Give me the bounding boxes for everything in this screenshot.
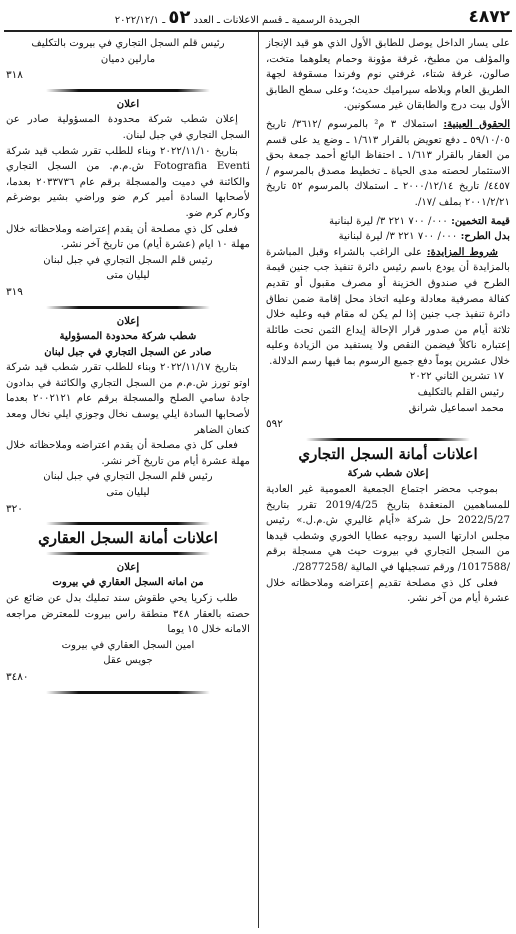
reference-number: ٣٢٠: [6, 502, 23, 515]
notice-date: ١٧ تشرين الثاني ٢٠٢٢: [409, 371, 504, 383]
bid-label: بدل الطرح:: [460, 230, 510, 243]
reference-number: ٣١٨: [6, 69, 23, 82]
signer-title: رئيس قلم السجل التجاري في جبل لبنان: [43, 254, 213, 266]
signer-name: ليليان متى: [106, 270, 150, 282]
notice-title: إعلان: [116, 314, 140, 327]
left-column: [6, 36, 250, 699]
bid-line: [266, 229, 510, 245]
section-title-commercial: اعلانات أمانة السجل التجاري: [298, 444, 478, 463]
valuation-label: قيمة التخمين:: [451, 214, 510, 227]
separator: [46, 522, 210, 525]
signer-title: امين السجل العقاري في بيروت: [61, 639, 195, 651]
publication-name: الجريدة الرسمية ـ قسم الاعلانات ـ العدد: [193, 14, 360, 26]
reference-number: ٥٩٢: [266, 418, 283, 431]
signer-name: مارلين دميان: [100, 53, 156, 65]
separator: [46, 306, 210, 309]
page-number: ٤٨٧٢: [468, 7, 510, 27]
signer-name: ليليان متى: [106, 487, 150, 499]
signer-title: رئيس القلم بالتكليف: [417, 387, 504, 399]
valuation-value: ٠٠٠/ ٧٠٠ ٢٢١ ٣/ ليرة لبنانية: [329, 215, 448, 227]
page-header: [6, 6, 510, 28]
reference-number: ٣١٩: [6, 285, 23, 298]
notice-body: فعلى كل ذي مصلحة أن يقدم إعتراضه وملاحظاته خلال مهلة ١٠ ايام (عشرة أيام) من تاريخ آخر نشر.: [6, 223, 250, 251]
notice-subtitle: شطب شركة محدودة المسؤولية: [59, 330, 197, 343]
column-divider: [258, 32, 259, 928]
separator: [306, 438, 470, 441]
reference-number: ٣٤٨٠: [6, 670, 29, 683]
issue-number: ٥٢: [168, 6, 191, 28]
separator: [46, 552, 210, 555]
signer-title: رئيس قلم السجل التجاري في جبل لبنان: [43, 471, 213, 483]
notice-body-2: فعلى كل ذي مصلحة تقديم إعتراضه وملاحظاته خلال عشرة أيام من آخر نشر.: [266, 577, 510, 605]
separator: [46, 89, 210, 92]
section-title-real-estate: اعلانات أمانة السجل العقاري: [38, 529, 218, 548]
signer-name: محمد اسماعيل شرانق: [408, 402, 504, 414]
publication-title: [6, 7, 468, 28]
rights-text: استملاك ٣ م² بالمرسوم /٣٦١٢/ تاريخ ٥٩/١٠/٠٥ ـ دفع تعويض بالقرار ١/٦١٣ ـ وضع يد على قسم من العقار بالقرار ١/٦١٣ ـ احتفاظ البائع أحمد جمعة بحق الاستثمار لحصته مدى الحياة ـ تخطيط مصدق بالمرسوم /٤٤٥٧/ تاريخ ٢٠٠٠/١٢/١٤ ـ استملاك بالمرسوم ٥٢ تاريخ ٢٠٠١/٢/٢١ بملف /١٧/.: [266, 118, 511, 208]
terms-paragraph: [266, 245, 510, 370]
notice-body: فعلى كل ذي مصلحة أن يقدم اعتراضه وملاحظاته خلال مهلة عشرة أيام من تاريخ آخر نشر.: [6, 440, 250, 467]
notice-body: بتاريخ ٢٠٢٢/١١/١٠ وبناء للطلب تقرر شطب قيد شركة Fotografia Eventi ش.م.م. من السجل التجاري والكائنة في دميت والمسجلة برقم عام ٢٠٣٣٧٣٦ بعدما، لأصحابها السادة أمير كرم ضو وراضي بشير بوضرغم وكارم كرم ضو.: [6, 145, 251, 219]
property-description: على يسار الداخل يوصل للطابق الأول الذي هو قيد الإنجاز والمؤلف من مطبخ، غرفة مؤونة وحمام يعلوهما متخت، صالون، غرفة شتاء، غرفتي نوم وفرندا مسقوفة لجهة الطريق العام وبلاطه سيراميك حديث؛ وعلى سطح الطابق الأول بيت درج والطابقان غير مسكونين.: [266, 38, 510, 112]
rights-paragraph: [266, 117, 510, 211]
notice-body: إعلان شطب شركة محدودة المسؤولية صادر عن السجل التجاري في جبل لبنان.: [6, 114, 250, 141]
right-column: [266, 36, 510, 607]
bid-value: ٠٠٠/ ٧٠٠ ٢٢١ ٣/ ليرة لبنانية: [338, 231, 458, 243]
rights-label: الحقوق العينية:: [443, 117, 511, 130]
signer-name: جويس عقل: [103, 655, 153, 667]
terms-text: على الراغب بالشراء وقبل المباشرة بالمزايدة أن يودع باسم رئيس دائرة تنفيذ جب جنين قيمة الطرح في صندوق الخزينة أو مصرف مقبول أو تقديم كفالة مصرفية معادلة وعليه اتخاذ محل إقامة ضمن نطاق دائرة تنفيذ جب جنين إذا لم يكن له مقام فيه وعليه خلال ثلاثة أيام من صدور قرار الإحالة إيداع الثمن تحت طائلة إعتباره ناكلاً فيضمن النقص ولا يستفيد من الزيادة وعليه خلال عشرين يوماً دفع جميع الرسوم بما فيها رسم الدلالة.: [266, 246, 510, 367]
issue-date: ـ ٢٠٢٢/١٢/١: [114, 14, 166, 26]
notice-subtitle: من امانه السجل العقاري في بيروت: [52, 576, 204, 589]
notice-title: إعلان شطب شركة: [347, 467, 429, 480]
separator: [46, 691, 210, 694]
notice-body: بتاريخ ٢٠٢٢/١١/١٧ وبناء للطلب تقرر شطب قيد شركة اوتو تورز ش.م.م من السجل التجاري والكائنة في بدادون جادة سامي الصلح والمسجلة برقم عام ٢٠٠٢١٢١ بعدما لأصحابها السادة ايلي يوسف نخال وجوزي ايلي نخال ومعد كنعان الضاهر: [6, 362, 250, 436]
terms-label: شروط المزايدة:: [426, 245, 499, 258]
notice-title: إعلان: [116, 560, 140, 573]
signer-title: رئيس قلم السجل التجاري في بيروت بالتكليف: [31, 38, 225, 49]
notice-subtitle: صادر عن السجل التجاري في جبل لبنان: [44, 345, 212, 358]
notice-body: بموجب محضر اجتماع الجمعية العمومية غير العادية للمساهمين المنعقدة بتاريخ 2019/4/25 تقرر بتاريخ 2022/5/27 حل شركة «أيام غاليري ش.م.ل.» رئيس مجلس ادارتها السيد روجيه عطايا الخوري وشطب قيدها من السجل التجاري في بيروت حيث هي مسجلة برقم /1017588/ ورقم تسجيلها في المالية /2877258/.: [266, 484, 510, 573]
notice-title: اعلان: [116, 97, 140, 110]
valuation-line: [266, 214, 510, 230]
notice-body: طلب زكريا يحي طقوش سند تمليك بدل عن ضائع عن حصته بالعقار ٣٤٨ منطقة راس بيروت للمعترض مراجعه الامانه خلال ١٥ يوما: [6, 593, 251, 636]
